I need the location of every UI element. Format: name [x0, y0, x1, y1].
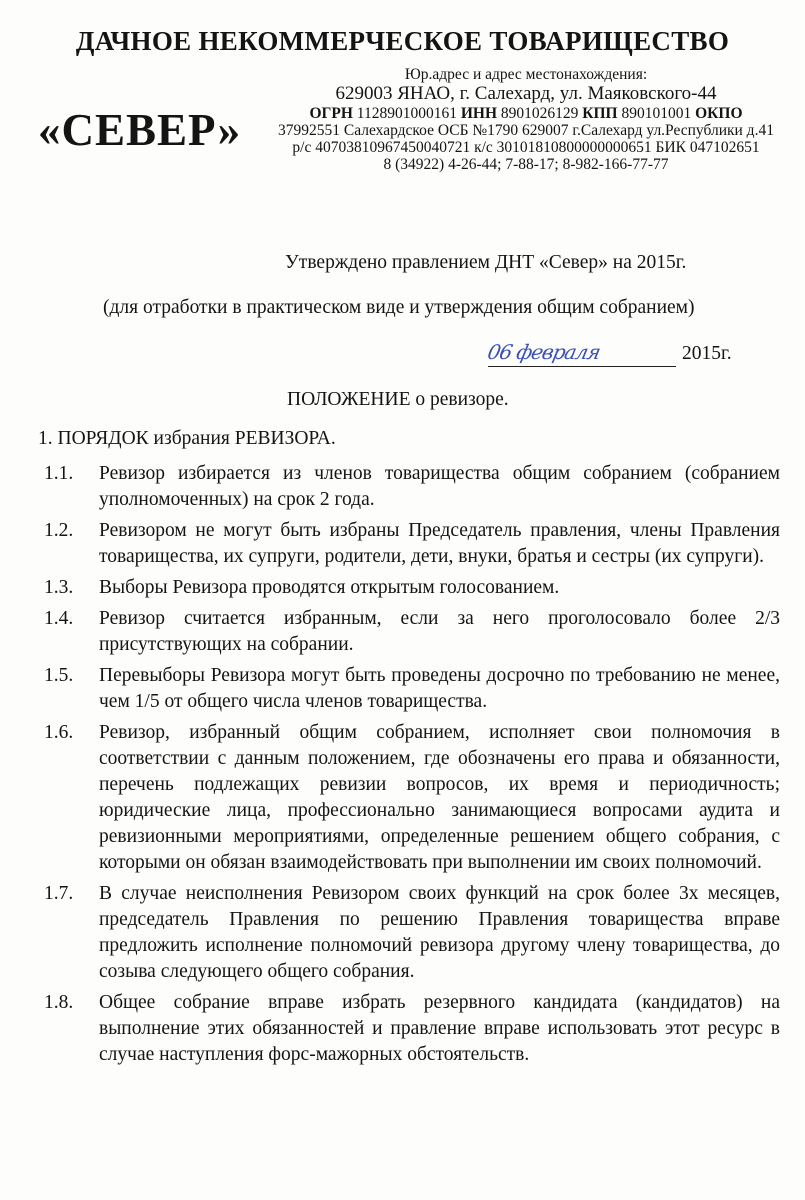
document-heading: ПОЛОЖЕНИЕ о ревизоре.: [287, 389, 509, 410]
inn-value: 8901026129: [500, 105, 579, 122]
clause-number: 1.3.: [44, 577, 74, 598]
clause-item: [0, 881, 805, 985]
clause-item: [0, 575, 805, 601]
clause-number: 1.1.: [44, 463, 74, 484]
handwritten-date: 06 февраля: [485, 340, 603, 364]
registration-codes: [272, 105, 780, 122]
clause-list: [0, 461, 805, 1073]
clause-text: Выборы Ревизора проводятся открытым голосованием.: [99, 577, 560, 598]
bank-account-line: р/с 40703810967450040721 к/с 30101810800000000651 БИК 047102651: [292, 139, 760, 156]
clause-item: [0, 461, 805, 513]
inn-label: ИНН: [460, 105, 498, 122]
clause-item: [0, 663, 805, 715]
clause-number: 1.4.: [44, 608, 74, 629]
organization-name: «СЕВЕР»: [38, 105, 242, 155]
kpp-label: КПП: [582, 105, 618, 122]
clause-number: 1.7.: [44, 883, 74, 904]
clause-item: [0, 990, 805, 1068]
clause-text: В случае неисполнения Ревизором своих функций на срок более 3х месяцев, председатель Правления по решению Правления товарищества вправе предложить исполнение полномочий ревизора другому члену товарищества, до созыва следующего общего собрания.: [99, 883, 780, 982]
clause-text: Ревизор считается избранным, если за него проголосовало более 2/3 присутствующих на собрании.: [99, 608, 780, 655]
clause-item: [0, 518, 805, 570]
clause-item: [0, 720, 805, 876]
clause-text: Ревизор избирается из членов товарищества общим собранием (собранием уполномоченных) на срок 2 года.: [99, 463, 780, 510]
clause-text: Общее собрание вправе избрать резервного кандидата (кандидатов) на выполнение этих обязанностей и правление вправе использовать этот ресурс в случае наступления форс-мажорных обстоятельств.: [99, 992, 780, 1065]
clause-item: [0, 606, 805, 658]
ogrn-value: 1128901000161: [356, 105, 457, 122]
clause-number: 1.8.: [44, 992, 74, 1013]
ogrn-label: ОГРН: [309, 105, 353, 122]
clause-text: Перевыборы Ревизора могут быть проведены досрочно по требованию не менее, чем 1/5 от общего числа членов товарищества.: [99, 665, 780, 712]
address-label: Юр.адрес и адрес местонахождения:: [404, 66, 648, 83]
organization-type: ДАЧНОЕ НЕКОММЕРЧЕСКОЕ ТОВАРИЩЕСТВО: [75, 26, 730, 56]
clause-text: Ревизором не могут быть избраны Председатель правления, члены Правления товарищества, их супруги, родители, дети, внуки, братья и сестры (их супруги).: [99, 520, 780, 567]
approval-purpose: (для отработки в практическом виде и утверждения общим собранием): [103, 297, 695, 318]
section-title: 1. ПОРЯДОК избрания РЕВИЗОРА.: [38, 428, 336, 449]
clause-number: 1.5.: [44, 665, 74, 686]
requisites-block: [272, 66, 780, 173]
okpo-bank-line: 37992551 Салехардское ОСБ №1790 629007 г.Салехард ул.Республики д.41: [278, 122, 774, 139]
date-signature-line: [485, 336, 676, 367]
approval-year: 2015г.: [682, 343, 732, 364]
clause-number: 1.2.: [44, 520, 74, 541]
clause-text: Ревизор, избранный общим собранием, исполняет свои полномочия в соответствии с данным положением, где обозначены его права и обязанности, перечень подлежащих ревизии вопросов, их время и периодичность; юридические лица, профессионально занимающиеся вопросами аудита и ревизионными мероприятиями, определенные решением общего собрания, с которыми он обязан взаимодействовать при выполнении им своих полномочий.: [99, 722, 780, 873]
clause-number: 1.6.: [44, 722, 74, 743]
approval-statement: Утверждено правлением ДНТ «Север» на 2015г.: [285, 252, 687, 273]
phone-numbers: 8 (34922) 4-26-44; 7-88-17; 8-982-166-77-77: [383, 156, 669, 173]
legal-address: 629003 ЯНАО, г. Салехард, ул. Маяковского-44: [335, 83, 717, 104]
kpp-value: 890101001: [621, 105, 692, 122]
okpo-label: ОКПО: [695, 105, 743, 122]
